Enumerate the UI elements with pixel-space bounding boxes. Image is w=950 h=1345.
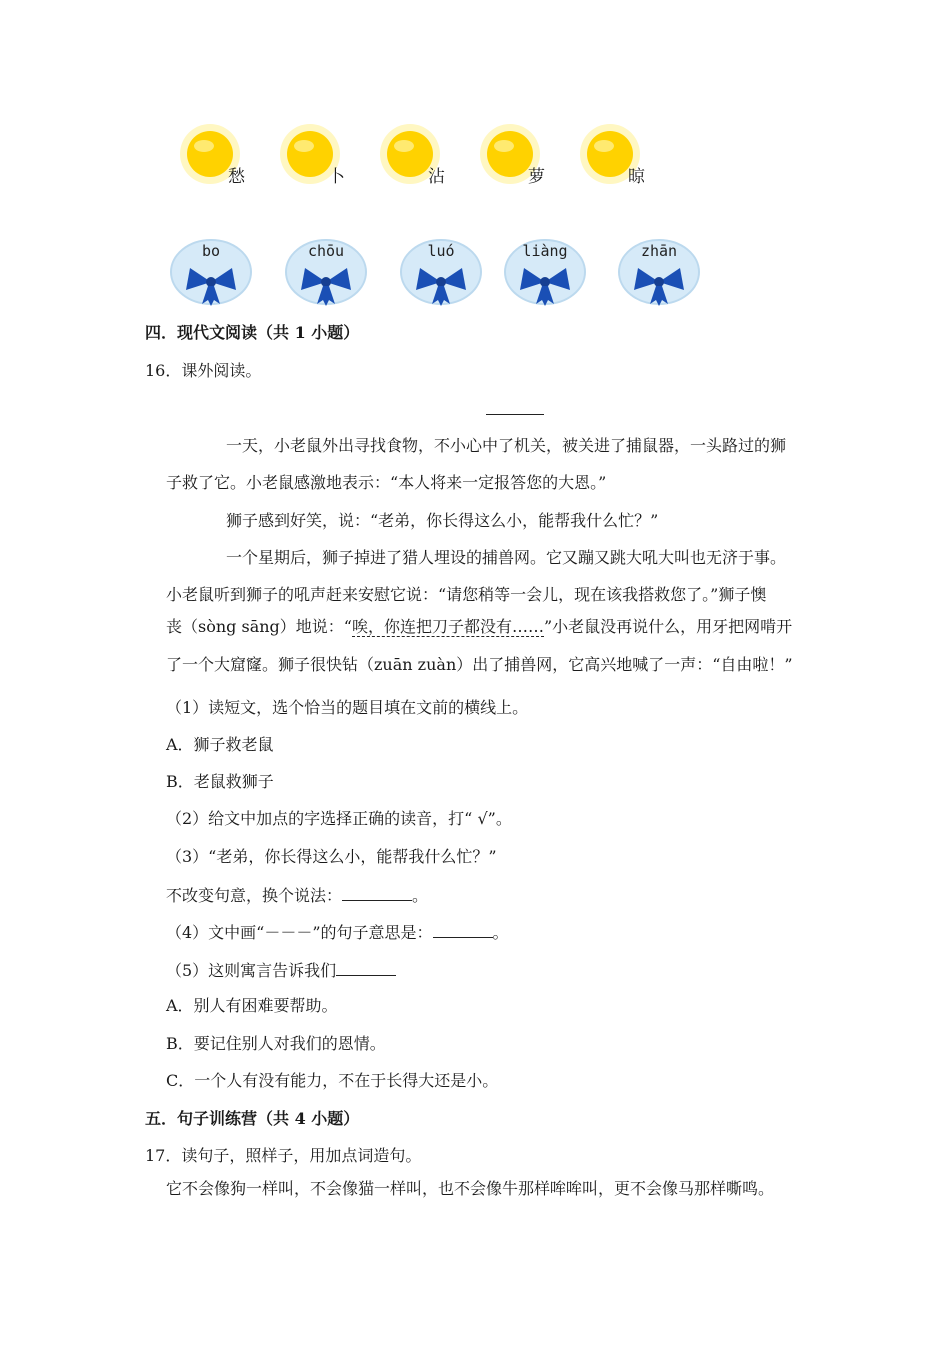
passage-p3-line3-start: 丧（sòng sāng）地说：“ [166,617,352,636]
bow-card-3[interactable] [398,236,488,326]
sub3-answer-blank[interactable] [342,884,412,901]
sub5-option-b[interactable]: B．要记住别人对我们的恩情。 [166,1034,386,1053]
sub5-prompt: （5）这则寓言告诉我们 [166,961,337,980]
passage-p3-line3 [166,617,792,637]
bow-card-5[interactable] [616,236,706,326]
sub4-prompt: （4）文中画“－－－”的句子意思是： [166,923,433,942]
passage-p1-line2: 子救了它。小老鼠感激地表示：“本人将来一定报答您的大恩。” [166,473,607,492]
sun-character: 愁 [228,167,245,187]
sub3-period: 。 [412,886,429,905]
q16-line [145,361,261,381]
section4-heading: 四．现代文阅读（共 1 小题） [145,323,360,342]
sun-card-4[interactable] [472,122,582,202]
bow-pinyin: zhān [640,242,678,260]
passage-p3-line4: 了一个大窟窿。狮子很快钻（zuān zuàn）出了捕兽网，它高兴地喊了一声：“自由啦！” [166,655,793,674]
q17-number: 17． [145,1146,182,1165]
sub5-option-a[interactable]: A．别人有困难要帮助。 [166,996,338,1015]
sun-character: 晾 [628,167,645,187]
sub3-answer-line [166,884,428,906]
sun-card-3[interactable] [372,122,482,202]
sun-card-1[interactable] [172,122,282,202]
sub3-prompt: （3）“老弟，你长得这么小，能帮我什么忙？” [166,847,497,866]
q17-title: 读句子，照样子，用加点词造句。 [181,1146,422,1165]
sub2-prompt: （2）给文中加点的字选择正确的读音，打“ √”。 [166,809,512,828]
passage-p2: 狮子感到好笑，说：“老弟，你长得这么小，能帮我什么忙？” [226,511,659,530]
passage-p3-line1: 一个星期后，狮子掉进了猎人埋设的捕兽网。它又蹦又跳大吼大叫也无济于事。 [226,548,787,567]
q16-number: 16． [145,361,182,380]
sun-card-5[interactable] [572,122,682,202]
sub1-option-a[interactable]: A．狮子救老鼠 [166,735,274,754]
sub4-answer-blank[interactable] [433,921,493,938]
sub4-line [166,921,509,943]
sun-character: 萝 [528,167,545,187]
bow-card-2[interactable] [283,236,373,326]
sub1-prompt: （1）读短文，选个恰当的题目填在文前的横线上。 [166,698,529,717]
passage-p1-line1: 一天，小老鼠外出寻找食物，不小心中了机关，被关进了捕鼠器，一头路过的狮 [226,436,787,455]
bow-card-4[interactable] [502,236,592,326]
bow-card-1[interactable] [168,236,258,326]
sun-character: 卜 [328,167,345,187]
bow-pinyin: bo [201,242,221,260]
passage-title-blank[interactable] [486,414,544,415]
sub5-line [166,959,396,981]
q17-sentence: 它不会像狗一样叫，不会像猫一样叫，也不会像牛那样哞哞叫，更不会像马那样嘶鸣。 [166,1179,775,1198]
sun-character: 沾 [428,167,445,187]
sub5-option-c[interactable]: C．一个人有没有能力，不在于长得大还是小。 [166,1071,499,1090]
q16-title: 课外阅读。 [181,361,262,380]
sub5-answer-blank[interactable] [336,959,396,976]
sun-card-2[interactable] [272,122,382,202]
sub4-period: 。 [492,923,509,942]
dashed-sentence: 唉，你连把刀子都没有…… [351,617,544,636]
bow-pinyin: chōu [307,242,345,260]
bow-pinyin: luó [427,242,455,260]
passage-p3-line3-end: ”小老鼠没再说什么，用牙把网啃开 [543,617,793,636]
passage-p3-line2: 小老鼠听到狮子的吼声赶来安慰它说：“请您稍等一会儿，现在该我搭救您了。”狮子懊 [166,585,767,604]
section5-heading: 五．句子训练营（共 4 小题） [145,1109,360,1128]
bow-pinyin: liàng [522,242,568,260]
sub1-option-b[interactable]: B．老鼠救狮子 [166,772,274,791]
q17-line [145,1146,421,1166]
sub3-answer-prompt: 不改变句意，换个说法： [166,886,343,905]
